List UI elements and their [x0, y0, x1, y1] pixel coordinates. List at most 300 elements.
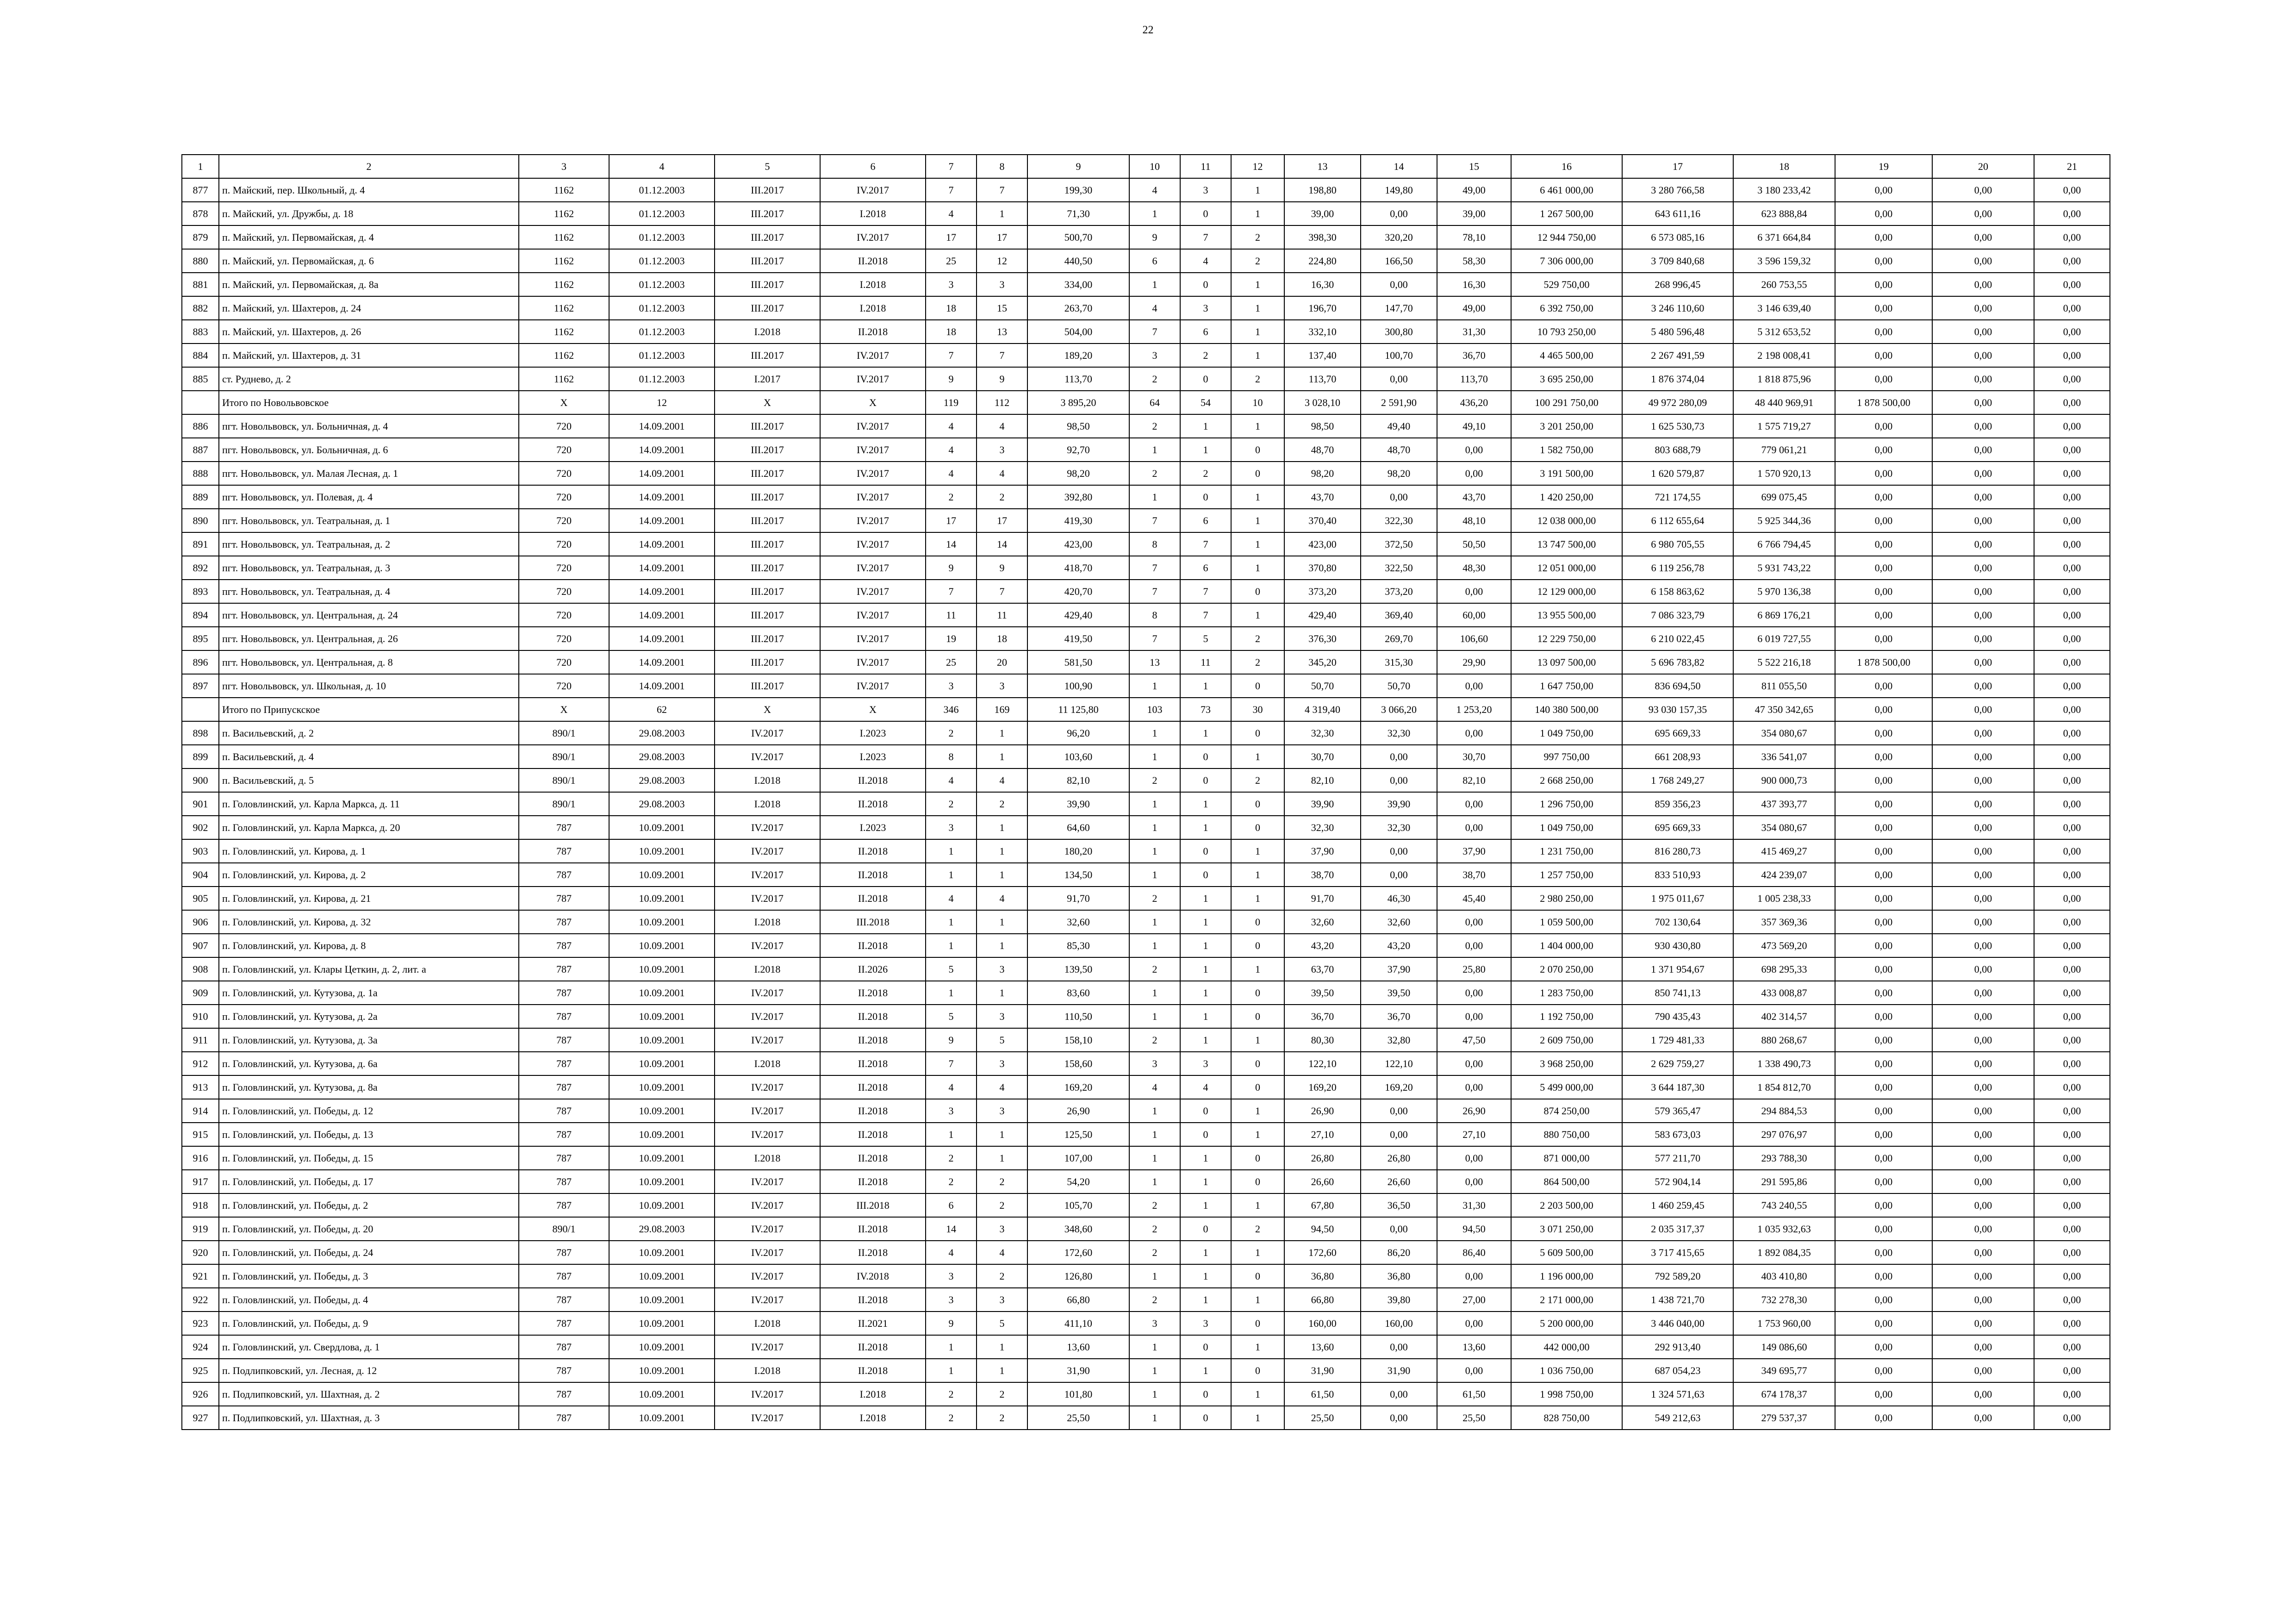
register-table — [181, 154, 2110, 1430]
table-cell: I.2018 — [715, 910, 820, 934]
table-cell: 25,80 — [1437, 957, 1511, 981]
table-cell: 437 393,77 — [1733, 792, 1835, 816]
table-cell: 3 — [1129, 1312, 1180, 1335]
table-cell: 2 — [977, 1382, 1027, 1406]
table-cell: 103,60 — [1027, 745, 1129, 768]
table-cell: 0,00 — [1932, 1052, 2034, 1075]
table-cell: 13 955 500,00 — [1511, 603, 1622, 627]
table-cell: 86,40 — [1437, 1241, 1511, 1264]
table-cell: 29.08.2003 — [609, 745, 715, 768]
table-cell: 7 — [1129, 627, 1180, 650]
table-cell: 0,00 — [1932, 1359, 2034, 1382]
table-cell: 0,00 — [1835, 344, 1932, 367]
table-cell: п. Головлинский, ул. Кутузова, д. 2а — [219, 1005, 519, 1028]
table-cell: 98,20 — [1361, 462, 1437, 485]
table-cell: 0,00 — [1361, 1099, 1437, 1123]
table-cell: 0,00 — [1361, 745, 1437, 768]
table-cell: 0,00 — [1437, 1359, 1511, 1382]
table-cell: 10.09.2001 — [609, 1005, 715, 1028]
header-cell: 11 — [1180, 155, 1231, 178]
table-cell: 702 130,64 — [1622, 910, 1733, 934]
table-cell: 0,00 — [1932, 1123, 2034, 1146]
table-cell: 14.09.2001 — [609, 509, 715, 532]
table-cell: 0,00 — [2034, 1382, 2110, 1406]
table-cell: 836 694,50 — [1622, 674, 1733, 698]
table-cell: 1 753 960,00 — [1733, 1312, 1835, 1335]
table-cell: 17 — [926, 225, 977, 249]
table-row — [182, 768, 2110, 792]
table-cell: 787 — [519, 981, 609, 1005]
table-cell: 0,00 — [2034, 438, 2110, 462]
table-cell: 5 609 500,00 — [1511, 1241, 1622, 1264]
table-cell: Х — [715, 391, 820, 414]
table-cell: 0 — [1231, 1052, 1284, 1075]
header-cell: 9 — [1027, 155, 1129, 178]
table-cell: 332,10 — [1284, 320, 1361, 344]
table-cell: 31,90 — [1284, 1359, 1361, 1382]
table-cell: 890 — [182, 509, 219, 532]
table-cell: 3 191 500,00 — [1511, 462, 1622, 485]
table-cell: 113,70 — [1027, 367, 1129, 391]
table-cell: 1 — [1129, 934, 1180, 957]
table-cell: 1 — [977, 839, 1027, 863]
table-cell: 1162 — [519, 367, 609, 391]
table-cell: 0,00 — [1835, 1099, 1932, 1123]
table-row — [182, 273, 2110, 296]
table-cell: 1 257 750,00 — [1511, 863, 1622, 887]
table-cell: 100 291 750,00 — [1511, 391, 1622, 414]
table-cell: 1 — [1231, 1028, 1284, 1052]
table-cell: 0 — [1180, 202, 1231, 225]
table-cell: 899 — [182, 745, 219, 768]
table-cell: 189,20 — [1027, 344, 1129, 367]
table-cell: 0,00 — [1932, 792, 2034, 816]
table-cell: 0,00 — [1835, 1170, 1932, 1193]
table-row — [182, 532, 2110, 556]
table-cell: II.2018 — [820, 887, 926, 910]
table-cell: III.2017 — [715, 273, 820, 296]
table-cell: IV.2017 — [820, 650, 926, 674]
table-cell: I.2023 — [820, 745, 926, 768]
table-cell: 787 — [519, 1028, 609, 1052]
table-cell: п. Головлинский, ул. Победы, д. 9 — [219, 1312, 519, 1335]
table-cell: 6 — [1180, 320, 1231, 344]
table-cell: 0 — [1180, 273, 1231, 296]
table-row — [182, 1335, 2110, 1359]
table-row — [182, 1005, 2110, 1028]
table-cell: 914 — [182, 1099, 219, 1123]
table-cell: IV.2018 — [820, 1264, 926, 1288]
table-cell: 0,00 — [2034, 1312, 2110, 1335]
table-cell: 268 996,45 — [1622, 273, 1733, 296]
table-cell: 787 — [519, 816, 609, 839]
table-cell: 1 — [1180, 1359, 1231, 1382]
table-cell: 890/1 — [519, 745, 609, 768]
table-cell: 0,00 — [1835, 816, 1932, 839]
table-cell: 0 — [1231, 910, 1284, 934]
table-cell: 787 — [519, 839, 609, 863]
table-cell: 1 — [977, 1123, 1027, 1146]
table-cell: 3 246 110,60 — [1622, 296, 1733, 320]
table-cell: 0,00 — [1835, 934, 1932, 957]
table-cell: 112 — [977, 391, 1027, 414]
table-cell: 134,50 — [1027, 863, 1129, 887]
header-cell: 8 — [977, 155, 1027, 178]
table-cell: 92,70 — [1027, 438, 1129, 462]
table-cell: 908 — [182, 957, 219, 981]
table-cell: 2 171 000,00 — [1511, 1288, 1622, 1312]
table-cell: 32,60 — [1361, 910, 1437, 934]
table-cell: 3 644 187,30 — [1622, 1075, 1733, 1099]
table-cell: 376,30 — [1284, 627, 1361, 650]
table-cell: 433 008,87 — [1733, 981, 1835, 1005]
table-cell: IV.2017 — [715, 1335, 820, 1359]
table-cell: 1162 — [519, 320, 609, 344]
table-cell: 1 — [1180, 414, 1231, 438]
table-cell: 0,00 — [1835, 1217, 1932, 1241]
table-cell: 880 750,00 — [1511, 1123, 1622, 1146]
table-cell: 5 — [977, 1312, 1027, 1335]
table-cell: 3 596 159,32 — [1733, 249, 1835, 273]
table-row — [182, 367, 2110, 391]
table-cell: 9 — [926, 556, 977, 580]
table-cell: п. Головлинский, ул. Кирова, д. 1 — [219, 839, 519, 863]
table-row — [182, 1406, 2110, 1430]
table-cell: пгт. Новольвовск, ул. Больничная, д. 4 — [219, 414, 519, 438]
table-cell: 0,00 — [1932, 225, 2034, 249]
table-cell: 418,70 — [1027, 556, 1129, 580]
table-cell: 0,00 — [1361, 367, 1437, 391]
table-cell: 26,80 — [1284, 1146, 1361, 1170]
table-cell: 721 174,55 — [1622, 485, 1733, 509]
table-cell: 0,00 — [1835, 580, 1932, 603]
table-cell: 1 — [1231, 320, 1284, 344]
table-cell: 1 — [1180, 792, 1231, 816]
table-cell: 36,50 — [1361, 1193, 1437, 1217]
table-cell: 2 — [977, 1170, 1027, 1193]
table-cell: 0,00 — [2034, 225, 2110, 249]
table-cell: пгт. Новольвовск, ул. Театральная, д. 4 — [219, 580, 519, 603]
table-cell: 98,20 — [1284, 462, 1361, 485]
table-cell: п. Майский, ул. Дружбы, д. 18 — [219, 202, 519, 225]
table-row — [182, 792, 2110, 816]
table-cell: II.2018 — [820, 1359, 926, 1382]
table-cell: п. Головлинский, ул. Победы, д. 2 — [219, 1193, 519, 1217]
table-cell: 31,30 — [1437, 1193, 1511, 1217]
table-cell: 0,00 — [1835, 863, 1932, 887]
table-cell: 29.08.2003 — [609, 1217, 715, 1241]
table-cell: 918 — [182, 1193, 219, 1217]
table-cell: 3 — [1129, 1052, 1180, 1075]
table-cell: 30 — [1231, 698, 1284, 721]
table-row — [182, 721, 2110, 745]
table-cell: 828 750,00 — [1511, 1406, 1622, 1430]
table-cell: 3 — [977, 674, 1027, 698]
table-cell: 0,00 — [1361, 768, 1437, 792]
table-cell: 6 019 727,55 — [1733, 627, 1835, 650]
table-cell: 1 — [1180, 1193, 1231, 1217]
table-cell: 10.09.2001 — [609, 1099, 715, 1123]
table-cell: 0,00 — [1835, 178, 1932, 202]
table-cell: 0,00 — [1932, 1146, 2034, 1170]
table-cell: 904 — [182, 863, 219, 887]
table-cell: 403 410,80 — [1733, 1264, 1835, 1288]
table-cell: Х — [715, 698, 820, 721]
table-cell: 1 — [977, 1359, 1027, 1382]
table-cell: IV.2017 — [820, 225, 926, 249]
table-cell: IV.2017 — [820, 462, 926, 485]
table-cell: 0,00 — [2034, 178, 2110, 202]
table-cell: 91,70 — [1284, 887, 1361, 910]
table-cell: 890/1 — [519, 1217, 609, 1241]
table-cell: 1 570 920,13 — [1733, 462, 1835, 485]
table-cell: 0,00 — [2034, 1193, 2110, 1217]
table-cell: 86,20 — [1361, 1241, 1437, 1264]
table-cell: 0,00 — [2034, 698, 2110, 721]
table-cell: 0,00 — [1932, 981, 2034, 1005]
table-cell: 11 125,80 — [1027, 698, 1129, 721]
table-cell: 1 — [926, 981, 977, 1005]
table-cell: 10.09.2001 — [609, 1075, 715, 1099]
table-cell: 82,10 — [1284, 768, 1361, 792]
table-cell: п. Головлинский, ул. Победы, д. 17 — [219, 1170, 519, 1193]
table-cell: 0,00 — [1932, 957, 2034, 981]
table-cell: 6 210 022,45 — [1622, 627, 1733, 650]
table-cell: 196,70 — [1284, 296, 1361, 320]
table-cell: 61,50 — [1437, 1382, 1511, 1406]
table-cell: 0,00 — [1932, 1217, 2034, 1241]
table-row — [182, 462, 2110, 485]
table-row — [182, 485, 2110, 509]
table-cell: 1 — [1231, 1382, 1284, 1406]
table-cell: 1 — [1231, 1288, 1284, 1312]
table-cell: п. Головлинский, ул. Свердлова, д. 1 — [219, 1335, 519, 1359]
table-cell: III.2017 — [715, 674, 820, 698]
table-cell: 9 — [977, 367, 1027, 391]
table-cell: п. Майский, ул. Первомайская, д. 4 — [219, 225, 519, 249]
table-cell: 0,00 — [1932, 1005, 2034, 1028]
table-cell: 504,00 — [1027, 320, 1129, 344]
table-cell: I.2018 — [820, 296, 926, 320]
table-cell: 103 — [1129, 698, 1180, 721]
table-cell: 549 212,63 — [1622, 1406, 1733, 1430]
table-cell: 3 717 415,65 — [1622, 1241, 1733, 1264]
table-cell: 1 — [926, 910, 977, 934]
table-cell: 1 — [977, 981, 1027, 1005]
table-cell: 4 — [926, 202, 977, 225]
table-cell: 106,60 — [1437, 627, 1511, 650]
table-cell: 73 — [1180, 698, 1231, 721]
table-cell: 10.09.2001 — [609, 1264, 715, 1288]
table-cell: 39,90 — [1284, 792, 1361, 816]
table-cell: п. Майский, ул. Шахтеров, д. 26 — [219, 320, 519, 344]
table-cell: 1 049 750,00 — [1511, 816, 1622, 839]
table-cell: IV.2017 — [715, 1382, 820, 1406]
table-cell: 9 — [926, 1028, 977, 1052]
table-cell: 787 — [519, 1146, 609, 1170]
table-cell: 2 — [926, 1146, 977, 1170]
table-cell: 0,00 — [1437, 1005, 1511, 1028]
table-cell: п. Васильевский, д. 4 — [219, 745, 519, 768]
table-cell: пгт. Новольвовск, ул. Театральная, д. 1 — [219, 509, 519, 532]
table-cell: 1 625 530,73 — [1622, 414, 1733, 438]
table-cell: 160,00 — [1284, 1312, 1361, 1335]
table-cell: 0,00 — [2034, 1146, 2110, 1170]
table-cell: 2 — [1129, 1288, 1180, 1312]
table-cell: 429,40 — [1027, 603, 1129, 627]
table-cell: 997 750,00 — [1511, 745, 1622, 768]
table-cell: 1 267 500,00 — [1511, 202, 1622, 225]
header-cell: 10 — [1129, 155, 1180, 178]
table-cell: 0 — [1231, 674, 1284, 698]
table-cell: 720 — [519, 650, 609, 674]
table-cell: п. Васильевский, д. 5 — [219, 768, 519, 792]
table-cell: 720 — [519, 462, 609, 485]
table-cell: п. Головлинский, ул. Победы, д. 15 — [219, 1146, 519, 1170]
table-cell: 149,80 — [1361, 178, 1437, 202]
table-cell: 1 — [1129, 1146, 1180, 1170]
table-cell: IV.2017 — [715, 887, 820, 910]
table-cell: 0 — [1231, 1359, 1284, 1382]
table-cell: 0,00 — [1932, 249, 2034, 273]
table-cell: II.2018 — [820, 1123, 926, 1146]
table-cell: 1 — [1180, 721, 1231, 745]
table-cell: 48,70 — [1361, 438, 1437, 462]
table-cell: 0,00 — [1932, 391, 2034, 414]
table-cell: 1 — [1129, 1406, 1180, 1430]
table-cell: 2 — [1231, 225, 1284, 249]
header-cell: 19 — [1835, 155, 1932, 178]
table-cell: 17 — [926, 509, 977, 532]
table-cell: 2 — [1129, 462, 1180, 485]
table-cell: 58,30 — [1437, 249, 1511, 273]
table-row — [182, 344, 2110, 367]
table-cell: 7 — [1129, 509, 1180, 532]
table-cell: 6 573 085,16 — [1622, 225, 1733, 249]
table-cell: 14.09.2001 — [609, 414, 715, 438]
table-cell: III.2017 — [715, 509, 820, 532]
table-row — [182, 839, 2110, 863]
table-cell: 6 — [1180, 509, 1231, 532]
table-cell: 743 240,55 — [1733, 1193, 1835, 1217]
table-cell: 392,80 — [1027, 485, 1129, 509]
table-cell: 0,00 — [1932, 1241, 2034, 1264]
table-cell: IV.2017 — [715, 1028, 820, 1052]
table-cell: 10.09.2001 — [609, 1052, 715, 1075]
header-cell: 5 — [715, 155, 820, 178]
table-cell: 14.09.2001 — [609, 580, 715, 603]
table-cell: 1 — [1129, 745, 1180, 768]
table-cell: 1 — [1180, 816, 1231, 839]
table-cell: 1 — [1231, 532, 1284, 556]
table-cell: 7 — [926, 178, 977, 202]
table-cell — [182, 391, 219, 414]
table-cell: 0,00 — [2034, 1052, 2110, 1075]
table-cell: 43,20 — [1361, 934, 1437, 957]
table-cell: 0,00 — [1361, 202, 1437, 225]
table-cell: 0,00 — [1932, 509, 2034, 532]
table-cell: 4 — [977, 1075, 1027, 1099]
table-cell: 2 — [1231, 768, 1284, 792]
table-cell: 1 — [1231, 344, 1284, 367]
table-cell: 7 — [1129, 320, 1180, 344]
table-row — [182, 627, 2110, 650]
table-cell: 32,30 — [1361, 721, 1437, 745]
table-cell: 0,00 — [1361, 485, 1437, 509]
table-cell: 27,00 — [1437, 1288, 1511, 1312]
table-cell: 916 — [182, 1146, 219, 1170]
table-row — [182, 603, 2110, 627]
table-cell: 10.09.2001 — [609, 981, 715, 1005]
table-cell: пгт. Новольвовск, ул. Школьная, д. 10 — [219, 674, 519, 698]
table-cell: 787 — [519, 1359, 609, 1382]
table-cell: 0,00 — [2034, 839, 2110, 863]
table-cell: 473 569,20 — [1733, 934, 1835, 957]
table-row — [182, 816, 2110, 839]
table-cell: 63,70 — [1284, 957, 1361, 981]
table-cell: Итого по Новольвовское — [219, 391, 519, 414]
table-cell: 137,40 — [1284, 344, 1361, 367]
table-cell: 98,50 — [1027, 414, 1129, 438]
table-cell: 39,00 — [1284, 202, 1361, 225]
table-cell: 0,00 — [1932, 887, 2034, 910]
table-cell: 0 — [1231, 462, 1284, 485]
table-cell: 373,20 — [1284, 580, 1361, 603]
table-cell: 334,00 — [1027, 273, 1129, 296]
table-cell: 925 — [182, 1359, 219, 1382]
table-row — [182, 249, 2110, 273]
table-cell: 787 — [519, 1099, 609, 1123]
table-cell: 6 119 256,78 — [1622, 556, 1733, 580]
table-cell: 5 — [1180, 627, 1231, 650]
table-cell: 0,00 — [2034, 556, 2110, 580]
table-cell: 6 — [1129, 249, 1180, 273]
table-cell: 1 — [1180, 1146, 1231, 1170]
table-cell: 1 — [1129, 1335, 1180, 1359]
table-cell: 38,70 — [1284, 863, 1361, 887]
table-cell: 572 904,14 — [1622, 1170, 1733, 1193]
table-cell: 921 — [182, 1264, 219, 1288]
table-cell: 0,00 — [2034, 202, 2110, 225]
table-cell: 0,00 — [2034, 1241, 2110, 1264]
table-cell: 96,20 — [1027, 721, 1129, 745]
table-cell: 909 — [182, 981, 219, 1005]
table-cell: 1 — [1129, 1359, 1180, 1382]
table-cell: 0 — [1231, 1170, 1284, 1193]
table-cell: 0,00 — [2034, 745, 2110, 768]
table-cell: IV.2017 — [715, 1264, 820, 1288]
table-cell: III.2017 — [715, 344, 820, 367]
table-cell: IV.2017 — [820, 580, 926, 603]
table-cell: 0,00 — [2034, 320, 2110, 344]
table-cell: 36,70 — [1361, 1005, 1437, 1028]
table-cell: 900 000,73 — [1733, 768, 1835, 792]
table-row — [182, 1146, 2110, 1170]
table-cell: 93 030 157,35 — [1622, 698, 1733, 721]
table-cell: 787 — [519, 1382, 609, 1406]
table-cell: 0,00 — [1932, 1264, 2034, 1288]
table-cell: 0,00 — [1932, 1382, 2034, 1406]
table-cell: 1 — [1180, 1288, 1231, 1312]
table-cell: 0,00 — [1932, 1335, 2034, 1359]
table-cell: 859 356,23 — [1622, 792, 1733, 816]
table-cell: III.2017 — [715, 485, 820, 509]
header-cell: 18 — [1733, 155, 1835, 178]
table-cell: 2 — [1129, 887, 1180, 910]
table-cell: I.2018 — [715, 957, 820, 981]
table-cell: IV.2017 — [820, 367, 926, 391]
table-cell: 10 793 250,00 — [1511, 320, 1622, 344]
